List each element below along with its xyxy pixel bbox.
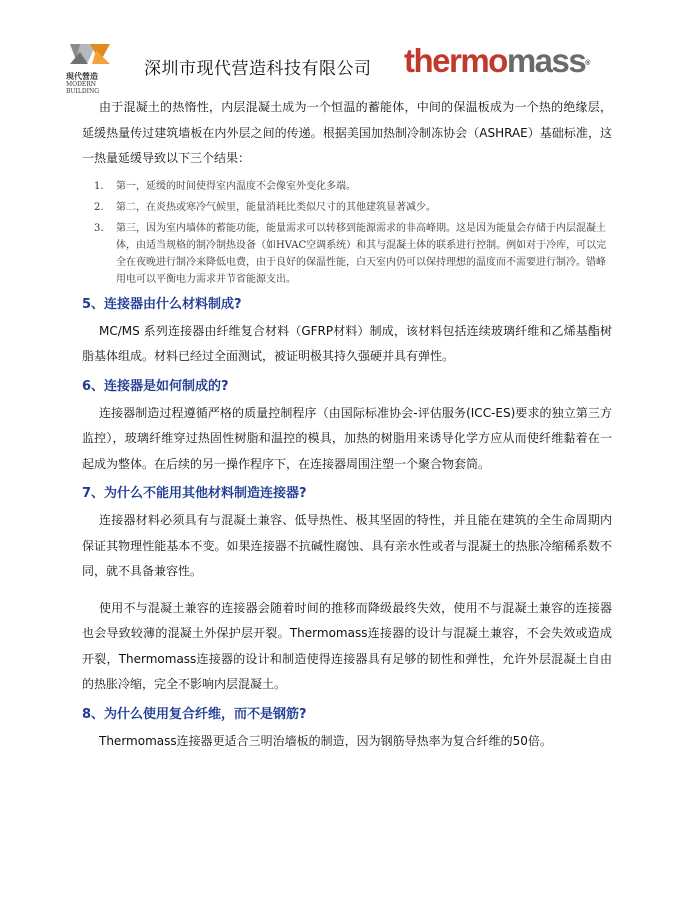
list-text: 第三，因为室内墙体的蓄能功能，能量需求可以转移到能源需求的非高峰期。这是因为能量会存储于内层混凝土体，由适当规格的制冷制热设备（如HVAC空调系统）和其与混凝土体的联系进行控制。例如对于冷库，可以完全在夜晚进行制冷来降低电费，由于良好的保温性能，白天室内仍可以保持理想的温度而不需要进行制冷。错峰用电可以平衡电力需求并节省能源支出。 [116,222,607,285]
results-list [82,178,612,288]
section-heading-8: 8、为什么使用复合纤维，而不是钢筋? [82,706,307,722]
page-header [0,0,678,95]
logo-caption [66,71,126,95]
list-text: 第二，在炎热或寒冷气候里，能量消耗比类似尺寸的其他建筑显著减少。 [116,201,436,213]
document-body [82,95,612,754]
section-7-paragraph-1: 连接器材料必须具有与混凝土兼容、低导热性、极其坚固的特性，并且能在建筑的全生命周期内保证其物理性能基本不变。如果连接器不抗碱性腐蚀、具有亲水性或者与混凝土的热胀冷缩稀系数不同，就不具备兼容性。 [82,513,612,578]
section-heading-7: 7、为什么不能用其他材料制造连接器? [82,486,307,501]
company-name: 深圳市现代营造科技有限公司 [144,59,372,79]
brand-part-thermo: thermo [404,42,507,79]
list-number: 3. [94,222,104,234]
logo-caption-cn: 現代營造 [66,71,98,81]
brand-part-mass: mass [506,42,586,79]
list-number: 2. [94,201,104,213]
intro-paragraph: 由于混凝土的热惰性，内层混凝土成为一个恒温的蓄能体，中间的保温板成为一个热的绝缘层，延缓热量传过建筑墙板在内外层之间的传递。根据美国加热制冷制冻协会（ASHRAE）基础标准，这一热量延缓导致以下三个结果： [82,100,612,165]
list-item [82,199,612,216]
list-item [82,178,612,195]
section-8-paragraph: Thermomass连接器更适合三明治墙板的制造，因为钢筋导热率为复合纤维的50倍。 [99,733,552,748]
list-number: 1. [94,180,104,192]
section-heading-6: 6、连接器是如何制成的? [82,378,229,394]
logo-caption-en: MODERN BUILDING [66,81,100,95]
thermomass-logo [404,41,590,81]
list-item [82,220,612,288]
section-heading-5: 5、连接器由什么材料制成? [82,296,242,312]
list-text: 第一，延缓的时间使得室内温度不会像室外变化多端。 [116,180,356,192]
section-6-paragraph: 连接器制造过程遵循严格的质量控制程序（由国际标准协会-评估服务(ICC-ES)要求的独立第三方监控），玻璃纤维穿过热固性树脂和温控的模具，加热的树脂用来诱导化学方应从而使纤维黏着在一起成为整体。在后续的另一操作程序下，在连接器周围注塑一个聚合物套筒。 [82,405,612,471]
registered-mark: ® [585,60,591,67]
section-5-paragraph: MC/MS 系列连接器由纤维复合材料（GFRP材料）制成，该材料包括连续玻璃纤维和乙烯基酯树脂基体组成。材料已经过全面测试，被证明极其持久强硬并具有弹性。 [82,323,612,363]
section-7-paragraph-2: 使用不与混凝土兼容的连接器会随着时间的推移而降级最终失效，使用不与混凝土兼容的连接器也会导致较薄的混凝土外保护层开裂。Thermomass连接器的设计与混凝土兼容，不会失效或造成开裂，Thermomass连接器的设计和制造使得连接器具有足够的韧性和弹性，允许外层混凝土自由的热胀冷缩，完全不影响内层混凝土。 [82,600,612,691]
